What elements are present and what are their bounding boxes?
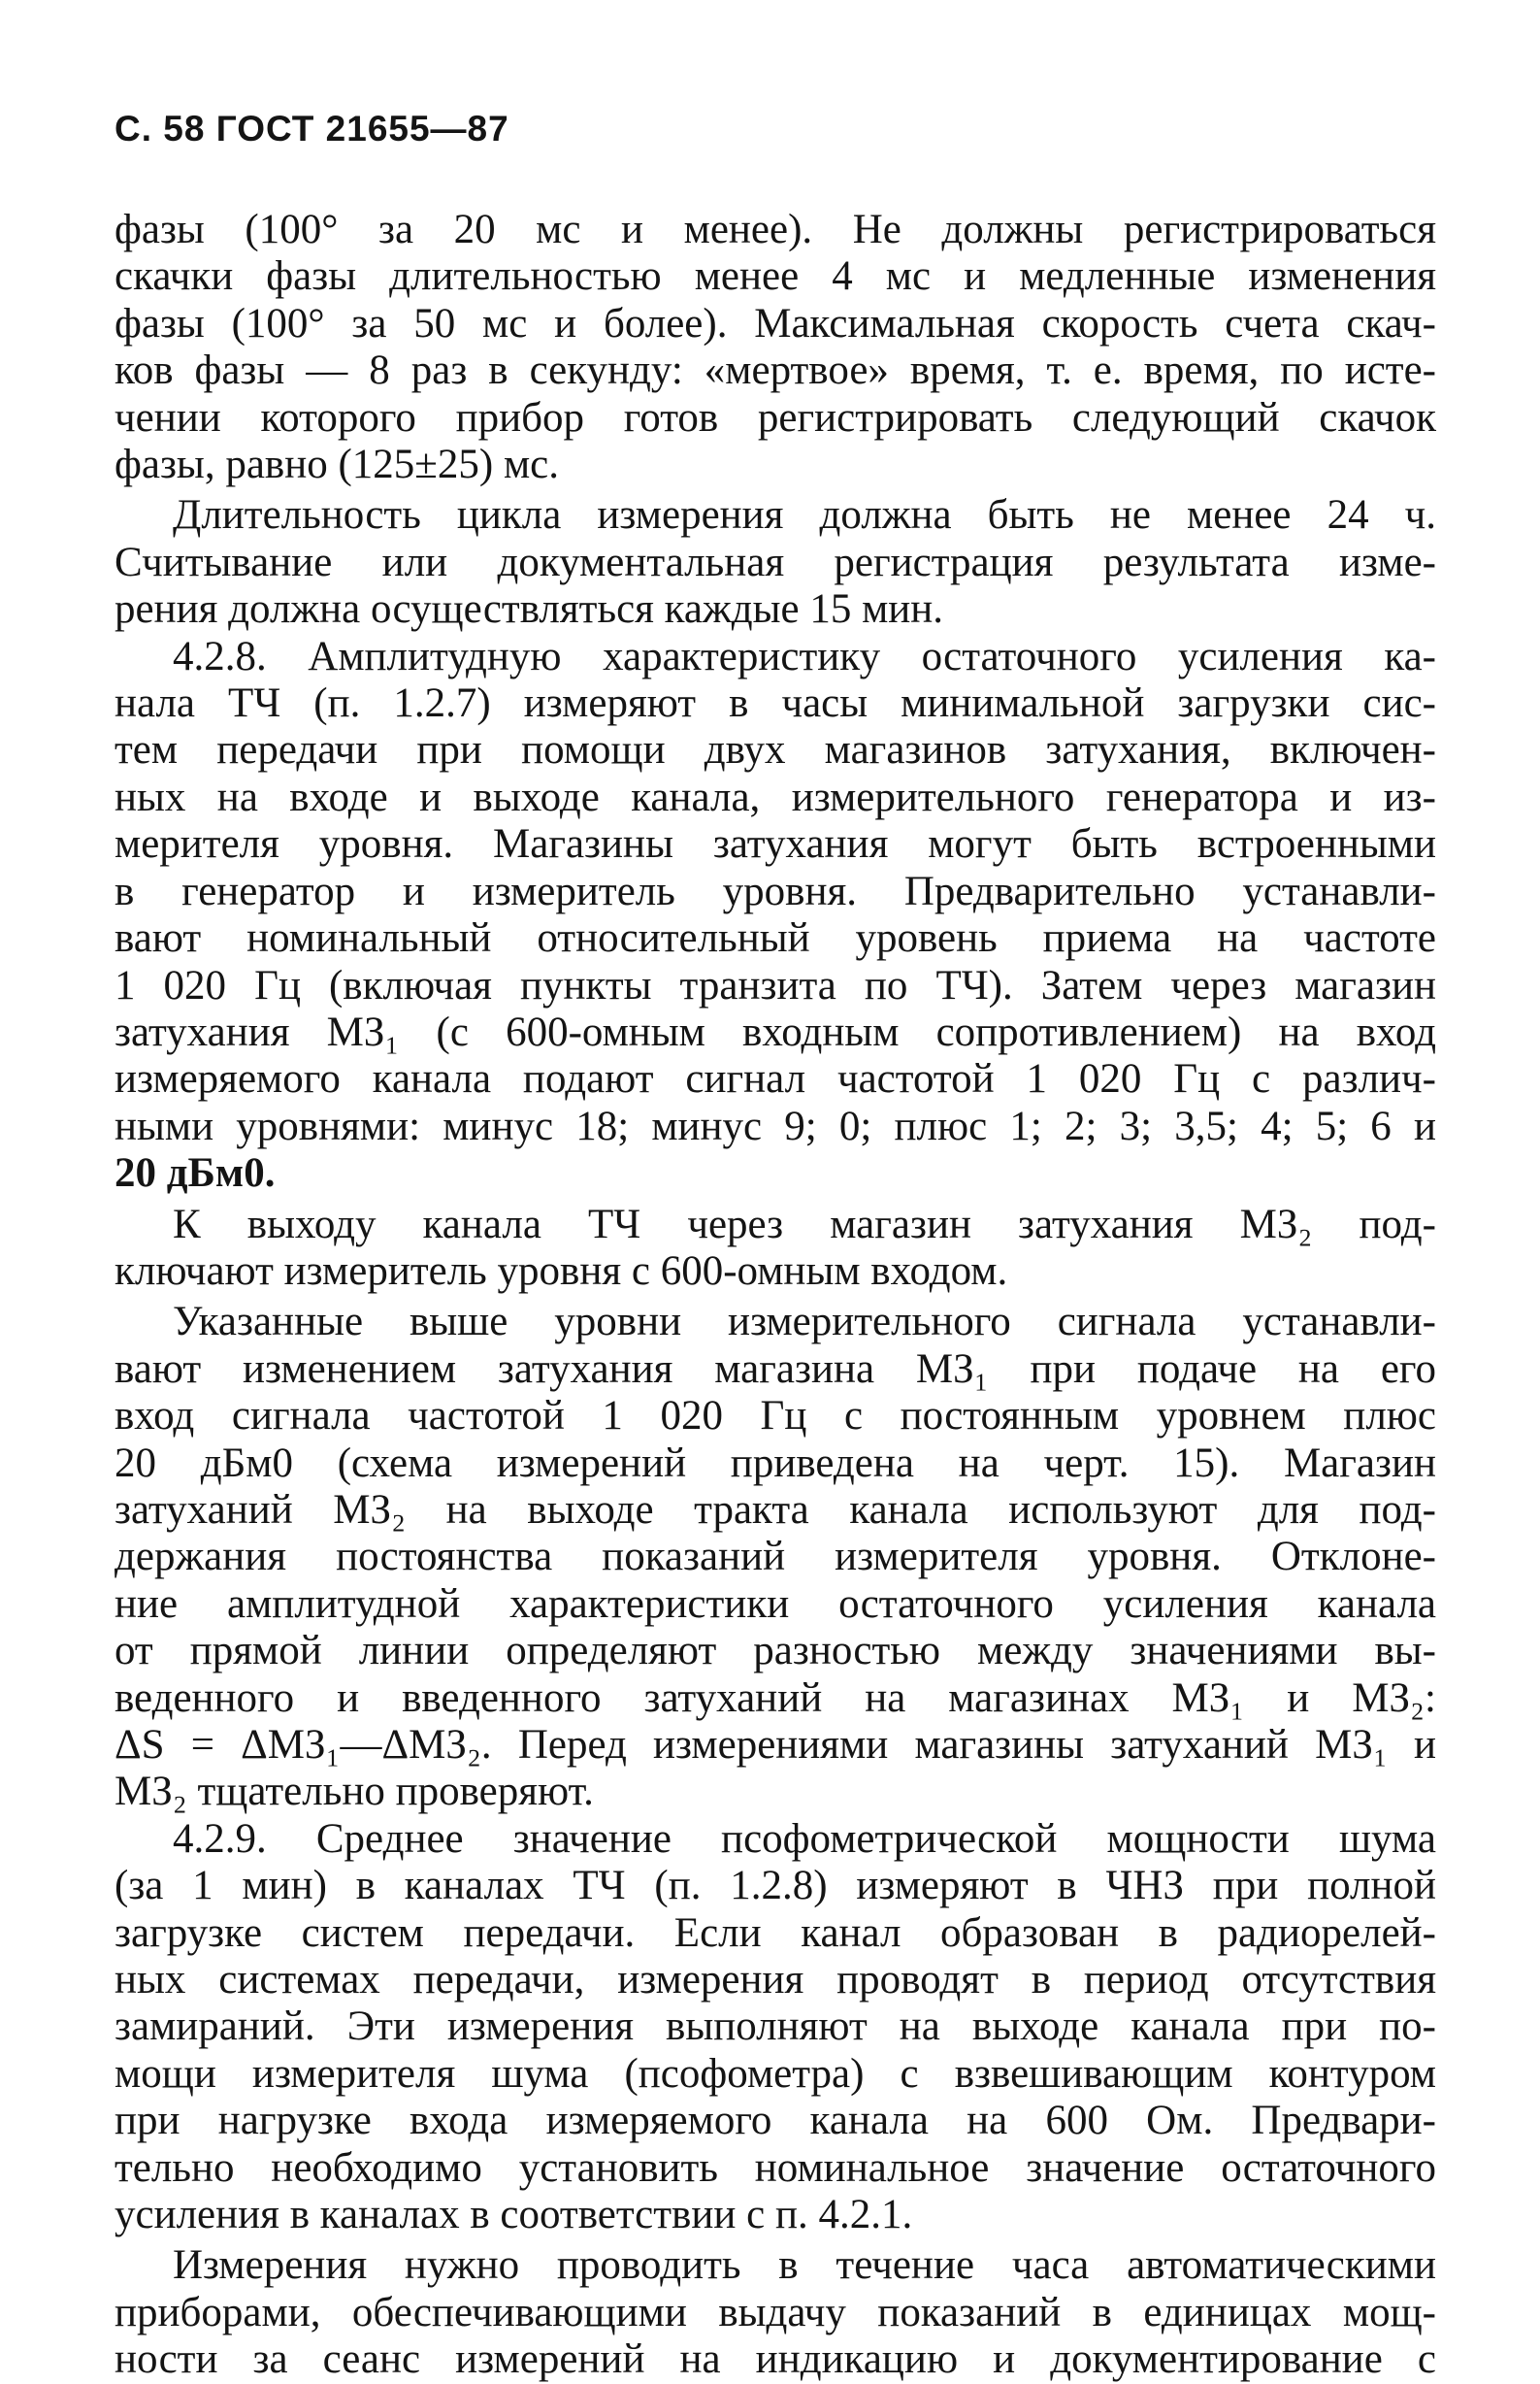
text-line: 20 дБм0 (схема измерений приведена на черт. 15). Магазин <box>115 1440 1436 1486</box>
text-line: приборами, обеспечивающими выдачу показаний в единицах мощ- <box>115 2289 1436 2335</box>
text-line: ности за сеанс измерений на индикацию и документирование с <box>115 2336 1436 2383</box>
text-line: измеряемого канала подают сигнал частотой 1 020 Гц с различ- <box>115 1056 1436 1103</box>
text-line: в генератор и измеритель уровня. Предварительно устанавли- <box>115 868 1436 914</box>
text-line: веденного и введенного затуханий на магазинах МЗ₁ и МЗ₂: <box>115 1674 1436 1721</box>
page-header: С. 58 ГОСТ 21655—87 <box>115 109 509 149</box>
text-line: 4.2.8. Амплитудную характеристику остаточного усиления ка- <box>173 633 1436 679</box>
text-line: при нагрузке входа измеряемого канала на 600 Ом. Предвари- <box>115 2098 1436 2144</box>
paragraph-levels <box>115 1299 1436 1815</box>
text-line: тельно необходимо установить номинальное значение остаточного <box>115 2144 1436 2191</box>
text-line: 20 дБм0. <box>115 1150 276 1197</box>
text-line: фазы, равно (125±25) мс. <box>115 442 560 488</box>
text-line: тем передачи при помощи двух магазинов затухания, включен- <box>115 727 1436 774</box>
text-line: (за 1 мин) в каналах ТЧ (п. 1.2.8) измеряют в ЧНЗ при полной <box>115 1863 1436 1909</box>
text-line: 1 020 Гц (включая пункты транзита по ТЧ). Затем через магазин <box>115 962 1436 1009</box>
text-line: ключают измеритель уровня с 600-омным входом. <box>115 1247 1008 1294</box>
paragraph-4-2-9 <box>115 1816 1436 2239</box>
text-line: вают изменением затухания магазина МЗ₁ при подаче на его <box>115 1345 1436 1392</box>
text-line: МЗ₂ тщательно проверяют. <box>115 1769 594 1815</box>
text-line: мерителя уровня. Магазины затухания могут быть встроенными <box>115 821 1436 868</box>
text-line: затухания МЗ₁ (с 600-омным входным сопротивлением) на вход <box>115 1009 1436 1055</box>
text-line: Длительность цикла измерения должна быть не менее 24 ч. <box>173 492 1436 539</box>
text-line: чении которого прибор готов регистрировать следующий скачок <box>115 394 1436 441</box>
text-line: от прямой линии определяют разностью между значениями вы- <box>115 1628 1436 1674</box>
text-line: ных на входе и выходе канала, измерительного генератора и из- <box>115 774 1436 820</box>
body-text <box>115 207 1436 2384</box>
text-line: загрузке систем передачи. Если канал образован в радиорелей- <box>115 1909 1436 1956</box>
text-line: К выходу канала ТЧ через магазин затухания МЗ₂ под- <box>173 1201 1436 1247</box>
text-line: держания постоянства показаний измерителя уровня. Отклоне- <box>115 1534 1436 1580</box>
text-line: мощи измерителя шума (псофометра) с взвешивающим контуром <box>115 2050 1436 2097</box>
text-line: рения должна осуществляться каждые 15 мин. <box>115 586 944 633</box>
paragraph-output-meter <box>115 1202 1436 1296</box>
text-line: вают номинальный относительный уровень приема на частоте <box>115 915 1436 962</box>
paragraph-cycle-duration <box>115 492 1436 633</box>
text-line: фазы (100° за 50 мс и более). Максимальная скорость счета скач- <box>115 300 1436 347</box>
text-line: фазы (100° за 20 мс и менее). Не должны регистрироваться <box>115 207 1436 252</box>
paragraph-phase-jumps <box>115 207 1436 488</box>
text-line: Указанные выше уровни измерительного сигнала устанавли- <box>173 1299 1436 1345</box>
text-line: замираний. Эти измерения выполняют на выходе канала при по- <box>115 2003 1436 2050</box>
text-line: 4.2.9. Среднее значение псофометрической мощности шума <box>173 1815 1436 1862</box>
text-line: ными уровнями: минус 18; минус 9; 0; плюс 1; 2; 3; 3,5; 4; 5; 6 и <box>115 1103 1436 1149</box>
paragraph-4-2-8 <box>115 634 1436 1198</box>
text-line: ных системах передачи, измерения проводят в период отсутствия <box>115 1957 1436 2003</box>
paragraph-automatic-measurement <box>115 2242 1436 2383</box>
text-line: усиления в каналах в соответствии с п. 4.2.1. <box>115 2192 913 2238</box>
text-line: Измерения нужно проводить в течение часа автоматическими <box>173 2242 1436 2289</box>
text-line: Считывание или документальная регистрация результата изме- <box>115 539 1436 585</box>
text-line: скачки фазы длительностью менее 4 мс и медленные изменения <box>115 253 1436 300</box>
text-line: ние амплитудной характеристики остаточного усиления канала <box>115 1580 1436 1627</box>
text-line: ков фазы — 8 раз в секунду: «мертвое» время, т. е. время, по исте- <box>115 348 1436 394</box>
text-line: вход сигнала частотой 1 020 Гц с постоянным уровнем плюс <box>115 1393 1436 1440</box>
text-line: затуханий МЗ₂ на выходе тракта канала используют для под- <box>115 1486 1436 1533</box>
text-line: нала ТЧ (п. 1.2.7) измеряют в часы минимальной загрузки сис- <box>115 680 1436 727</box>
text-line: ΔS = ΔМЗ₁—ΔМЗ₂. Перед измерениями магазины затуханий МЗ₁ и <box>115 1722 1436 1768</box>
